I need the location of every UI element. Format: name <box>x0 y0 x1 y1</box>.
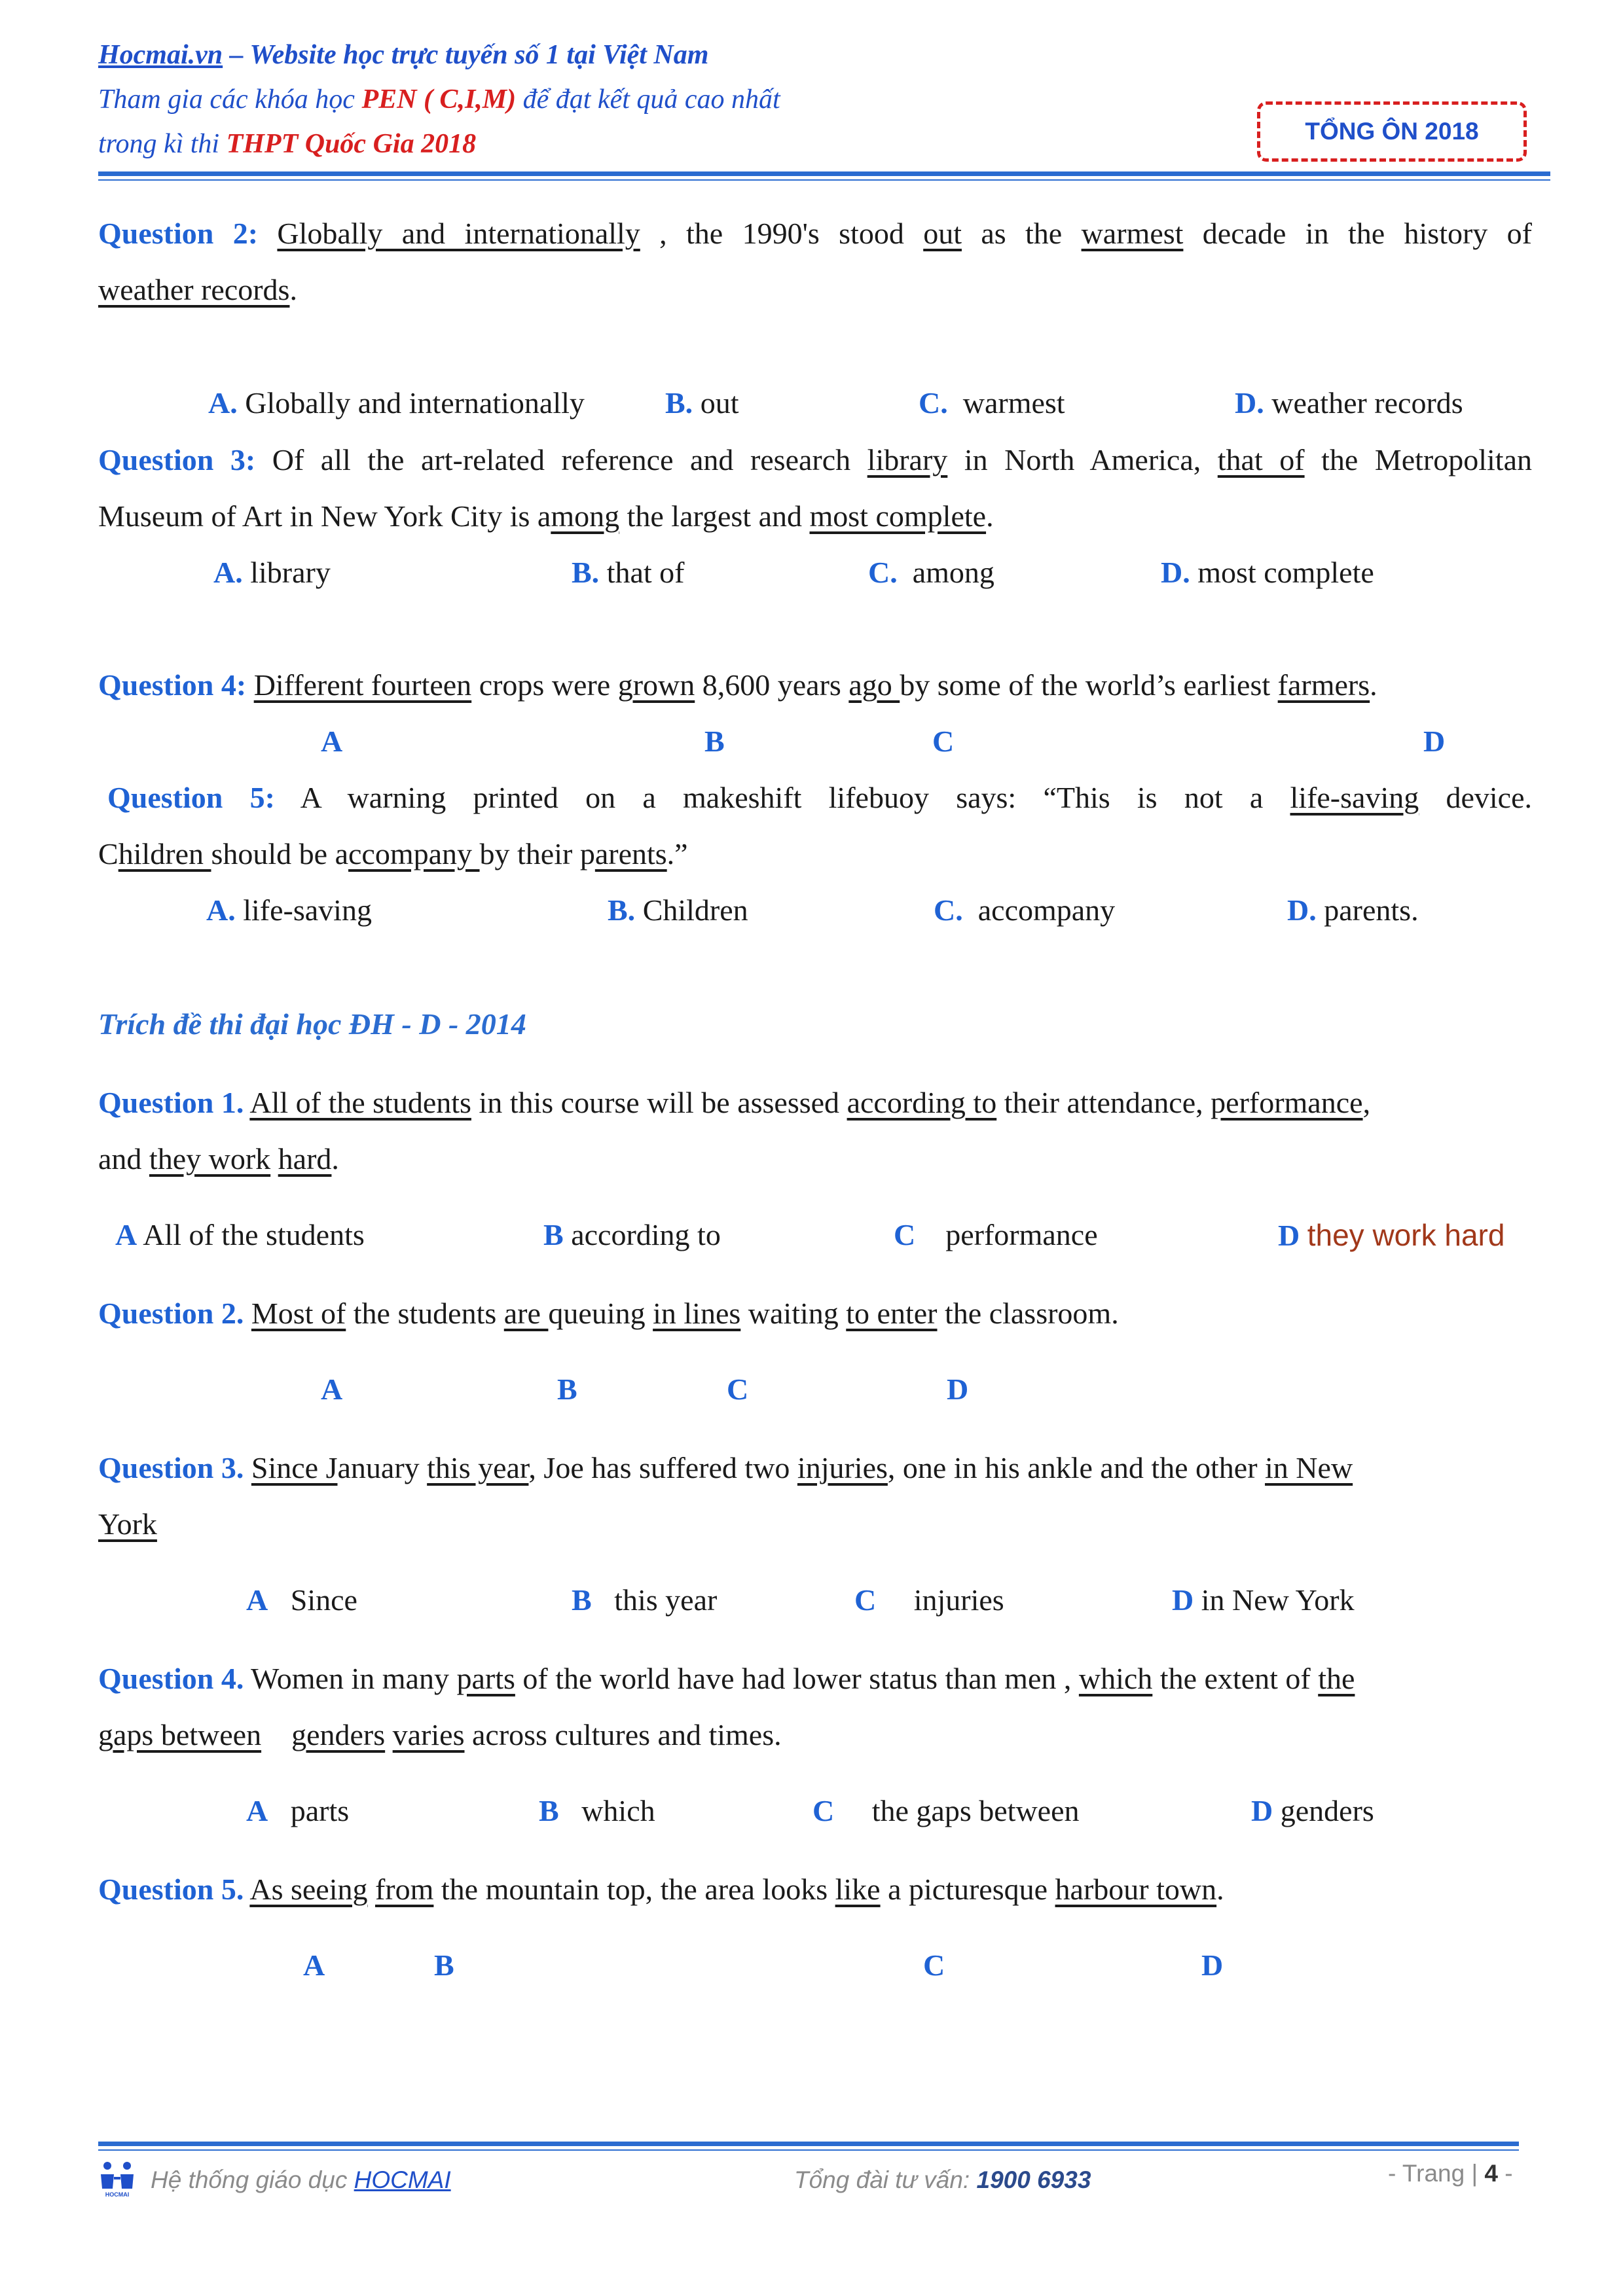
s5-letter-d[interactable]: D <box>1201 1948 1224 1982</box>
s4-stem-line-2: gaps between genders varies across cultures and times. <box>98 1718 782 1751</box>
s5-letter-a[interactable]: A <box>303 1948 325 1982</box>
s2-letter-d[interactable]: D <box>947 1372 969 1406</box>
section-title: Trích đề thi đại học ĐH - D - 2014 <box>98 1007 526 1041</box>
header-rule-thin <box>98 179 1550 181</box>
q5-option-d[interactable]: D. parents. <box>1287 893 1419 927</box>
q5-stem-line-1: Question 5: A warning printed on a makeshift lifebuoy says: “This is not a life-saving device. <box>107 781 1533 814</box>
s3-option-d[interactable]: D in New York <box>1172 1583 1355 1617</box>
q3-option-a[interactable]: A. library <box>213 556 331 589</box>
header-rule <box>98 171 1550 176</box>
footer-rule <box>98 2142 1519 2146</box>
header-line-3: trong kì thi THPT Quốc Gia 2018 <box>98 129 477 159</box>
q4-letter-c[interactable]: C <box>932 725 955 758</box>
q5-option-a[interactable]: A. life-saving <box>206 893 372 927</box>
s3-stem-line-1: Question 3. Since January this year, Joe has suffered two injuries, one in his ankle and the other in New <box>98 1451 1353 1484</box>
s4-option-d[interactable]: D genders <box>1251 1794 1374 1827</box>
q3-option-b[interactable]: B. that of <box>572 556 685 589</box>
s4-option-b[interactable]: B which <box>539 1794 655 1827</box>
q2-stem-line-1: Question 2: Globally and internationally , the 1990's stood out as the warmest decade in the history of <box>98 217 1532 250</box>
footer-hocmai-link[interactable]: HOCMAI <box>354 2166 451 2193</box>
s1-option-b[interactable]: B according to <box>543 1218 721 1251</box>
header-line-2: Tham gia các khóa học PEN ( C,I,M) để đạt kết quả cao nhất <box>98 84 780 115</box>
footer-rule-thin <box>98 2149 1519 2151</box>
page-number: - Trang | 4 - <box>1388 2160 1513 2187</box>
q5-option-b[interactable]: B. Children <box>608 893 748 927</box>
q2-option-b[interactable]: B. out <box>665 386 739 420</box>
s5-letter-c[interactable]: C <box>923 1948 945 1982</box>
s1-option-d[interactable]: D they work hard <box>1278 1218 1505 1252</box>
logo-text: HOCMAI <box>105 2191 130 2198</box>
q2-option-c[interactable]: C. warmest <box>919 386 1065 420</box>
footer-left: Hệ thống giáo dục HOCMAI <box>151 2166 451 2193</box>
s2-letter-b[interactable]: B <box>557 1372 577 1406</box>
s2-letter-c[interactable]: C <box>727 1372 749 1406</box>
s3-option-a[interactable]: A Since <box>246 1583 357 1617</box>
q4-letter-a[interactable]: A <box>321 725 343 758</box>
s4-option-a[interactable]: A parts <box>246 1794 350 1827</box>
s1-stem-line-2: and they work hard. <box>98 1142 339 1175</box>
q3-stem-line-1: Question 3: Of all the art-related reference and research library in North America, that of the Metropolitan <box>98 443 1532 476</box>
s2-letter-a[interactable]: A <box>321 1372 343 1406</box>
s4-option-c[interactable]: C the gaps between <box>812 1794 1080 1827</box>
s3-option-b[interactable]: B this year <box>572 1583 718 1617</box>
s2-stem: Question 2. Most of the students are queuing in lines waiting to enter the classroom. <box>98 1297 1119 1330</box>
s3-option-c[interactable]: C injuries <box>854 1583 1004 1617</box>
s4-stem-line-1: Question 4. Women in many parts of the world have had lower status than men , which the extent of the <box>98 1662 1355 1695</box>
site-link[interactable]: Hocmai.vn <box>98 40 223 70</box>
footer-hotline: Tổng đài tư vấn: 1900 6933 <box>794 2166 1091 2193</box>
s5-letter-b[interactable]: B <box>434 1948 454 1982</box>
s1-option-c[interactable]: C performance <box>894 1218 1098 1251</box>
q4-letter-d[interactable]: D <box>1423 725 1446 758</box>
q3-stem-line-2: Museum of Art in New York City is among the largest and most complete. <box>98 499 994 533</box>
hocmai-logo-icon <box>98 2160 136 2200</box>
q2-option-a[interactable]: A. Globally and internationally <box>208 386 585 420</box>
s3-stem-line-2: York <box>98 1507 157 1541</box>
q4-stem: Question 4: Different fourteen crops were grown 8,600 years ago by some of the world’s earliest farmers. <box>98 668 1377 702</box>
q3-option-c[interactable]: C. among <box>868 556 994 589</box>
q5-stem-line-2: Children should be accompany by their parents.” <box>98 837 688 870</box>
q4-letter-b[interactable]: B <box>704 725 725 758</box>
s5-stem: Question 5. As seeing from the mountain top, the area looks like a picturesque harbour town. <box>98 1873 1224 1906</box>
q2-option-d[interactable]: D. weather records <box>1235 386 1463 420</box>
s1-stem-line-1: Question 1. All of the students in this course will be assessed according to their attendance, performance, <box>98 1086 1371 1119</box>
q5-option-c[interactable]: C. accompany <box>934 893 1116 927</box>
header-line-1: Hocmai.vn – Website học trực tuyến số 1 tại Việt Nam <box>98 40 709 70</box>
q3-option-d[interactable]: D. most complete <box>1161 556 1374 589</box>
q2-stem-line-2: weather records. <box>98 273 297 306</box>
course-badge: TỔNG ÔN 2018 <box>1257 101 1527 162</box>
s1-option-a[interactable]: A All of the students <box>115 1218 365 1251</box>
